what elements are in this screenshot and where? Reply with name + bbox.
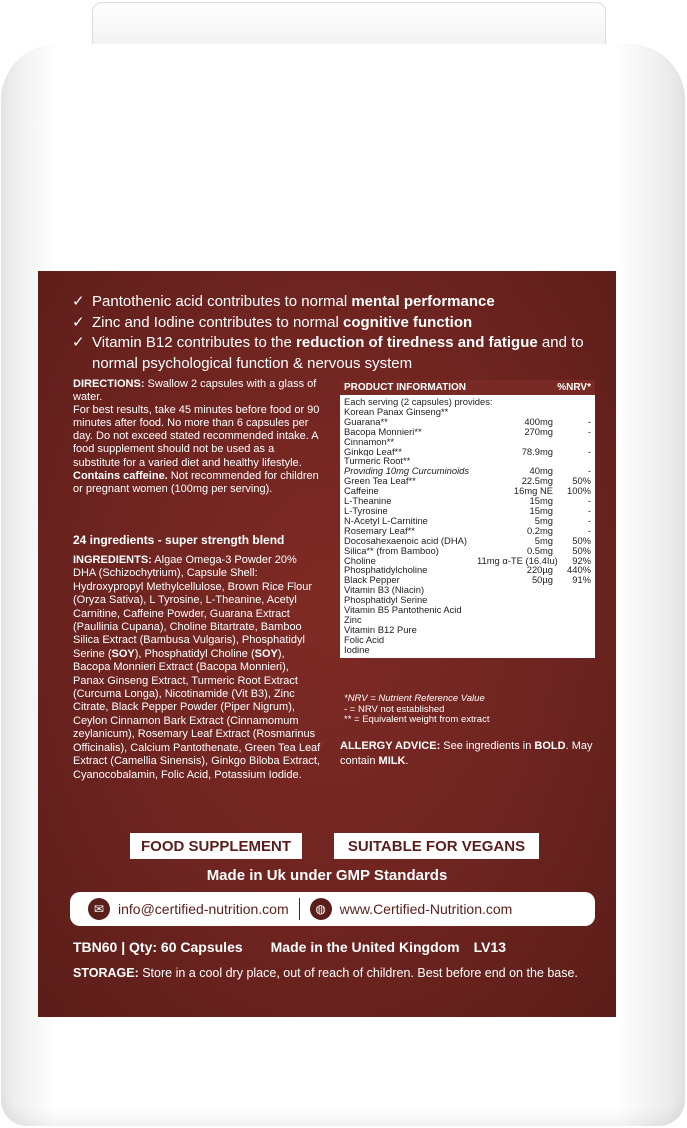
vegan-badge: SUITABLE FOR VEGANS	[334, 833, 539, 859]
contact-bar	[70, 892, 595, 926]
table-row: Vitamin B3 (Niacin)	[344, 585, 425, 596]
product-information-table	[340, 380, 595, 658]
table-row: Rosemary Leaf** 0.2mg -	[344, 524, 591, 536]
email-icon: ✉	[88, 898, 110, 920]
table-row: Iodine	[344, 644, 370, 655]
storage-instructions: STORAGE: Store in a cool dry place, out of reach of children. Best before end on the base.	[73, 966, 578, 980]
check-icon: ✓	[72, 334, 85, 351]
table-row: Black Pepper 50µg 91%	[344, 574, 591, 586]
table-row: Guarana** 400mg -	[344, 415, 591, 427]
directions-text: For best results, take 45 minutes before food or 90 minutes after food. No more than 6 capsules per day. Do not exceed stated recommended intake. A food supplement should not be used as a substitute for a varied diet and healthy lifestyle.	[73, 404, 320, 469]
table-row: Phosphatidylcholine 220µg 440%	[344, 564, 591, 576]
benefit-item: ✓ Vitamin B12 contributes to the reduction of tiredness and fatigue and to normal psychological function & nervous system	[72, 334, 584, 372]
table-header: PRODUCT INFORMATION %NRV*	[340, 380, 595, 395]
table-row: Providing 10mg Curcuminoids 40mg -	[344, 465, 591, 477]
table-row: Green Tea Leaf** 22.5mg 50%	[344, 475, 591, 487]
globe-icon: ◍	[310, 898, 332, 920]
table-row: L-Theanine 15mg -	[344, 495, 591, 507]
table-row: Choline 11mg α-TE (16.4Iu) 92%	[344, 554, 591, 566]
benefit-item: ✓ Zinc and Iodine contributes to normal cognitive function	[72, 313, 612, 334]
blend-title: 24 ingredients - super strength blend	[73, 533, 285, 547]
benefits-list	[72, 292, 612, 374]
table-row: Silica** (from Bamboo) 0.5mg 50%	[344, 544, 591, 556]
table-row: Phosphatidyl Serine	[344, 595, 428, 606]
check-icon: ✓	[72, 313, 85, 331]
divider	[299, 898, 300, 920]
table-row: Zinc	[344, 614, 362, 625]
bottle-cap	[92, 2, 606, 48]
table-row: Ginkgo Leaf** 78.9mg -	[344, 445, 591, 457]
table-row: Caffeine 16mg NE 100%	[344, 485, 591, 497]
food-supplement-badge: FOOD SUPPLEMENT	[130, 833, 302, 859]
table-row: N-Acetyl L-Carnitine 5mg -	[344, 514, 591, 526]
footer-line: TBN60 | Qty: 60 Capsules Made in the United Kingdom LV13	[73, 939, 507, 955]
allergy-advice: ALLERGY ADVICE: See ingredients in BOLD. May contain MILK.	[340, 740, 593, 767]
table-row: Vitamin B5 Pantothenic Acid	[344, 605, 462, 615]
email-contact[interactable]: ✉ info@certified-nutrition.com	[88, 898, 289, 920]
table-row: L-Tyrosine 15mg -	[344, 504, 591, 516]
directions-label: DIRECTIONS:	[73, 378, 145, 390]
product-label	[38, 271, 616, 1017]
table-row: Cinnamon**	[344, 436, 395, 447]
table-row: Korean Panax Ginseng**	[344, 406, 449, 417]
table-row: Turmeric Root**	[344, 456, 411, 467]
gmp-statement: Made in Uk under GMP Standards	[206, 867, 448, 884]
check-icon: ✓	[72, 293, 85, 310]
nrv-notes: *NRV = Nutrient Reference Value - = NRV not established ** = Equivalent weight from extract	[344, 693, 490, 725]
table-row: Folic Acid	[344, 634, 385, 645]
serving-row: Each serving (2 capsules) provides:	[344, 397, 493, 407]
benefit-item: ✓ Pantothenic acid contributes to normal mental performance	[72, 292, 612, 313]
table-row: Vitamin B12 Pure	[344, 624, 417, 635]
table-row: Bacopa Monnieri** 270mg -	[344, 425, 591, 437]
table-body	[340, 395, 595, 658]
directions-section: DIRECTIONS: Swallow 2 capsules with a glass of water. For best results, take 45 minutes before food or 90 minutes after food. No more than 6 capsules per day. Do not exceed stated recommended intake. A food supplement should not be used as a substitute for a varied diet and healthy lifestyle. Contains caffeine. Not recommended for children or pregnant women (100mg per serving).	[73, 378, 320, 495]
website-contact[interactable]: ◍ www.Certified-Nutrition.com	[310, 898, 513, 920]
table-row: Docosahexaenoic acid (DHA) 5mg 50%	[344, 534, 591, 546]
ingredients-section: INGREDIENTS: Algae Omega-3 Powder 20% DHA (Schizochytrium), Capsule Shell: Hydroxypropyl Methylcellulose, Brown Rice Flour (Oryza Sativa), L Tyrosine, L-Theanine, Acetyl Carnitine, Caffeine Powder, Guarana Extract (Paullinia Cupana), Choline Bitartrate, Bamboo Silica Extract (Bambusa Vulgaris), Phosphatidyl Serine (SOY), Phosphatidyl Choline (SOY), Bacopa Monnieri Extract (Bacopa Monnieri), Panax Ginseng Extract, Turmeric Root Extract (Curcuma Longa), Nicotinamide (Vit B3), Zinc Citrate, Black Pepper Powder (Piper Nigrum), Ceylon Cinnamon Bark Extract (Cinnamomum zeylanicum), Rosemary Leaf Extract (Rosmarinus Officinalis), Calcium Pantothenate, Green Tea Leaf Extract (Camellia Sinensis), Ginkgo Biloba Extract, Cyanocobalamin, Folic Acid, Potassium Iodide.	[73, 554, 321, 781]
